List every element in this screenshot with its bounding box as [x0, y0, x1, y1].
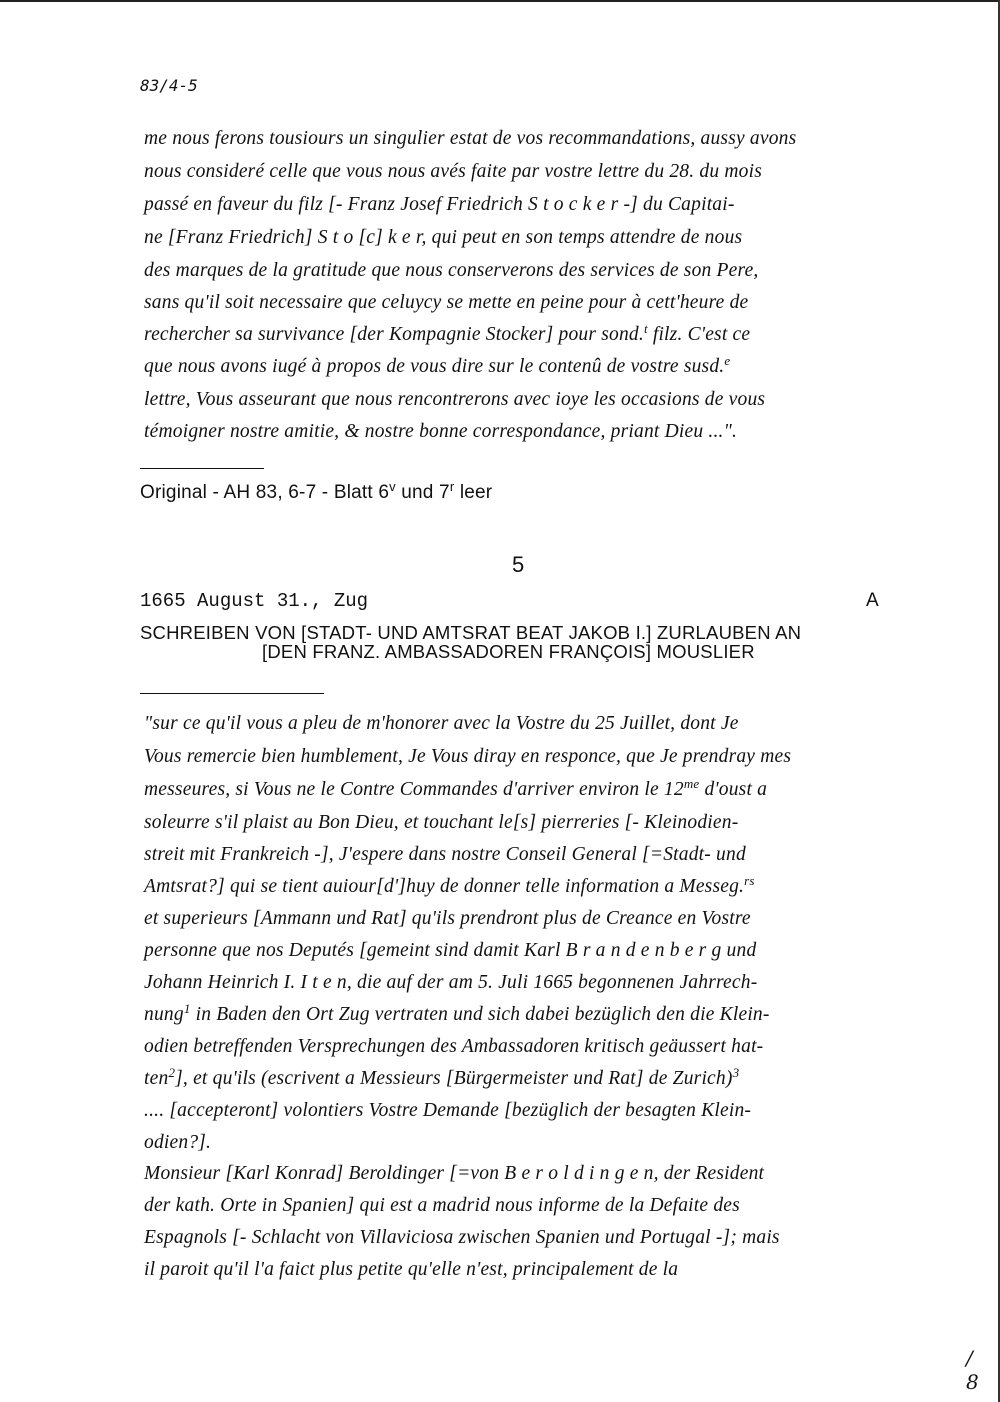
date-place: 1665 August 31., Zug — [140, 590, 369, 612]
section-rule — [140, 693, 324, 694]
corner-mark-slash: / — [966, 1346, 973, 1370]
superscript: e — [724, 353, 731, 368]
text-line: personne que nos Deputés [gemeint sind damit Karl B r a n d e n b e r g und — [144, 940, 757, 961]
text-line: Amtsrat?] qui se tient auiour[d']huy de donner telle information a Messeg.$^{rs}$ — [144, 873, 755, 897]
text-line: ten$^2$], et qu'ils (escrivent a Messieurs [Bürgermeister und Rat] de Zurich)$^3$ — [144, 1065, 740, 1089]
letter-code: A — [866, 590, 879, 611]
text-line: témoigner nostre amitie, & nostre bonne correspondance, priant Dieu ...". — [144, 421, 738, 442]
text-line: et superieurs [Ammann und Rat] qu'ils prendront plus de Creance en Vostre — [144, 908, 751, 929]
document-title-line2: [DEN FRANZ. AMBASSADOREN FRANÇOIS] MOUSLIER — [262, 641, 755, 662]
text-line: que nous avons iugé à propos de vous dire sur le contenû de vostre susd.$^e$ — [144, 353, 731, 377]
text-line: sans qu'il soit necessaire que celuycy se mette en peine pour à cett'heure de — [144, 292, 749, 313]
text-line: der kath. Orte in Spanien] qui est a madrid nous informe de la Defaite des — [144, 1195, 740, 1216]
text-line: soleurre s'il plaist au Bon Dieu, et touchant le[s] pierreries [- Kleinodien- — [144, 812, 739, 833]
footnote-marker: 1 — [183, 1001, 191, 1016]
superscript: me — [683, 776, 700, 791]
footnote-rule — [140, 468, 264, 469]
superscript: rs — [744, 873, 755, 888]
document-title-line1: SCHREIBEN VON [STADT- UND AMTSRAT BEAT JAKOB I.] ZURLAUBEN AN — [140, 622, 802, 643]
text-line: des marques de la gratitude que nous conserverons des services de son Pere, — [144, 260, 759, 281]
text-line: streit mit Frankreich -], J'espere dans nostre Conseil General [=Stadt- und — [144, 844, 746, 865]
text-line: nung$^1$ in Baden den Ort Zug vertraten und sich dabei bezüglich den die Klein- — [144, 1001, 770, 1025]
page-top-border — [0, 0, 1000, 2]
text-line: "sur ce qu'il vous a pleu de m'honorer avec la Vostre du 25 Juillet, dont Je — [144, 713, 739, 734]
text-line: Monsieur [Karl Konrad] Beroldinger [=von B e r o l d i n g e n, der Resident — [144, 1163, 765, 1184]
text-line: ne [Franz Friedrich] S t o [c] k e r, qui peut en son temps attendre de nous — [144, 227, 743, 248]
text-line: .... [accepteront] volontiers Vostre Demande [bezüglich der besagten Klein- — [144, 1100, 752, 1121]
text-line: rechercher sa survivance [der Kompagnie Stocker] pour sond.$^t$ filz. C'est ce — [144, 321, 751, 345]
text-line: odien?]. — [144, 1132, 212, 1153]
text-line: Johann Heinrich I. I t e n, die auf der am 5. Juli 1665 begonnenen Jahrrech- — [144, 972, 758, 993]
text-line: me nous ferons tousiours un singulier estat de vos recommandations, aussy avons — [144, 128, 797, 149]
text-line: lettre, Vous asseurant que nous rencontrerons avec ioye les occasions de vous — [144, 389, 766, 410]
text-line: il paroit qu'il l'a faict plus petite qu'elle n'est, principalement de la — [144, 1259, 679, 1280]
text-line: Espagnols [- Schlacht von Villaviciosa zwischen Spanien und Portugal -]; mais — [144, 1227, 780, 1248]
corner-mark-page-number: 8 — [966, 1370, 979, 1394]
footnote-marker: 3 — [732, 1065, 740, 1080]
text-line: odien betreffenden Versprechungen des Ambassadoren kritisch geäussert hat- — [144, 1036, 764, 1057]
superscript: t — [643, 321, 648, 336]
text-line: passé en faveur du filz [- Franz Josef Friedrich S t o c k e r -] du Capitai- — [144, 194, 735, 215]
text-line: nous consideré celle que vous nous avés faite par vostre lettre du 28. du mois — [144, 161, 763, 182]
text-line: Vous remercie bien humblement, Je Vous diray en responce, que Je prendray mes — [144, 746, 792, 767]
original-note: Original - AH 83, 6-7 - Blatt 6$^v$ und 7$^r$ leer — [140, 479, 493, 503]
page-reference: 83/4-5 — [140, 76, 198, 95]
footnote-marker: 2 — [168, 1065, 176, 1080]
text-line: messeures, si Vous ne le Contre Commandes d'arriver environ le $12^{me}$ d'oust a — [144, 776, 768, 800]
document-number: 5 — [512, 552, 525, 577]
